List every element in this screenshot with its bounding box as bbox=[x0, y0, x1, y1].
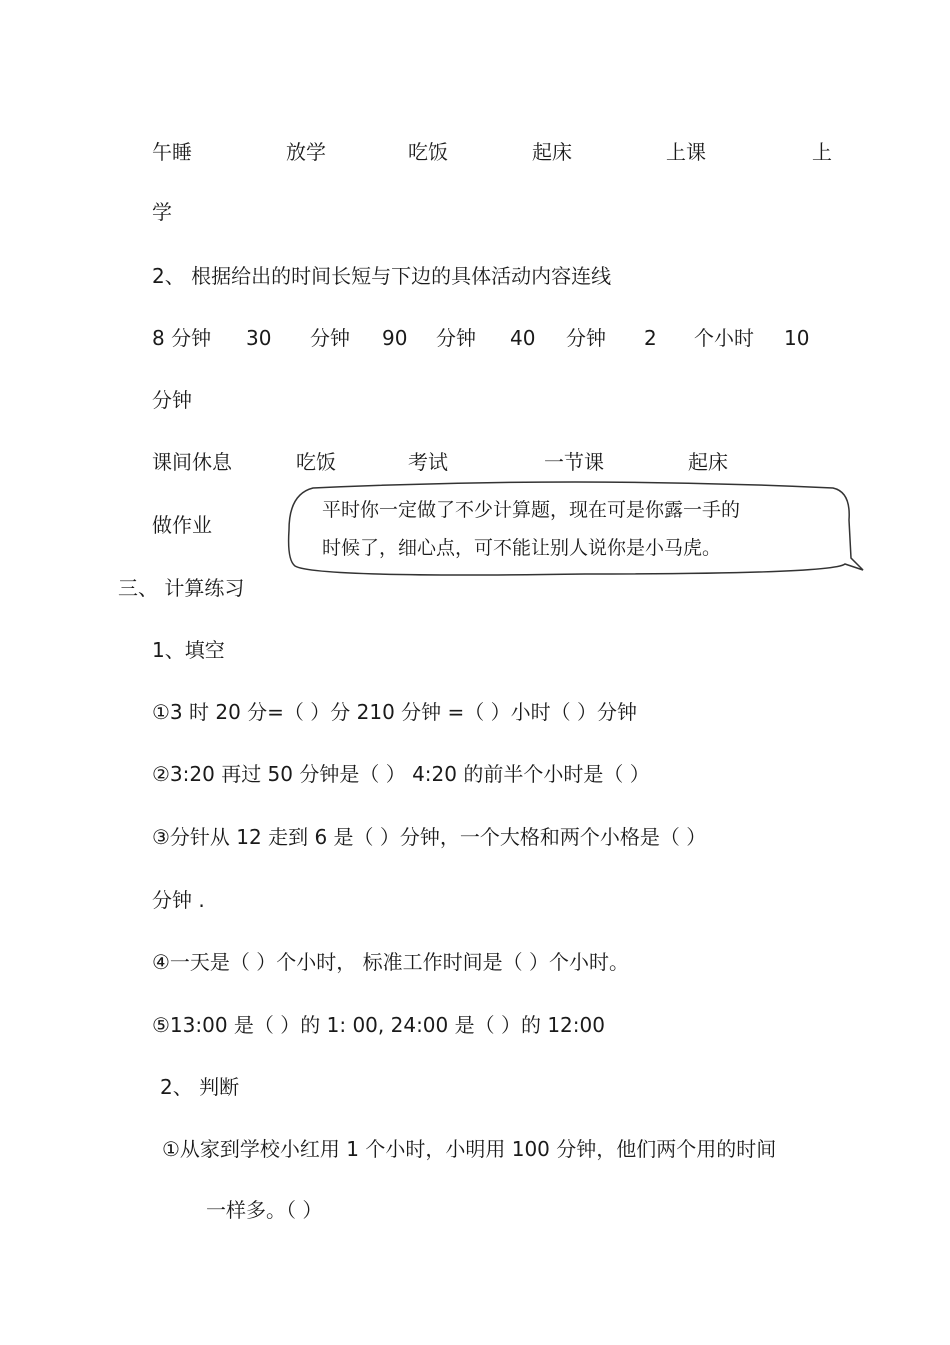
time-90-num: 90 bbox=[382, 326, 408, 350]
judge-item-1: ①从家到学校小红用 1 个小时，小明用 100 分钟，他们两个用的时间 bbox=[162, 1137, 777, 1161]
time-30-unit: 分钟 bbox=[310, 326, 350, 350]
match-get-up: 起床 bbox=[688, 450, 728, 474]
activity-get-up: 起床 bbox=[532, 140, 572, 164]
fill-item-1: ①3 时 20 分=（ ）分 210 分钟 =（ ）小时（ ）分钟 bbox=[152, 700, 638, 724]
fill-item-4: ④一天是（ ）个小时， 标准工作时间是（ ）个小时。 bbox=[152, 950, 630, 974]
match-eat: 吃饭 bbox=[296, 450, 336, 474]
time-10-unit: 分钟 bbox=[152, 388, 192, 412]
time-10-num: 10 bbox=[784, 326, 810, 350]
time-2-unit: 个小时 bbox=[694, 326, 754, 350]
match-one-class: 一节课 bbox=[544, 450, 604, 474]
fill-item-3-cont: 分钟 . bbox=[152, 888, 205, 912]
fill-in-heading: 1、填空 bbox=[152, 638, 225, 662]
question-2-heading: 2、 根据给出的时间长短与下边的具体活动内容连线 bbox=[152, 264, 612, 288]
speech-bubble-outline bbox=[289, 482, 863, 575]
time-90-unit: 分钟 bbox=[436, 326, 476, 350]
activity-eat: 吃饭 bbox=[408, 140, 448, 164]
time-8-min: 8 分钟 bbox=[152, 326, 212, 350]
activity-go-school-part2: 学 bbox=[152, 200, 172, 224]
time-2-num: 2 bbox=[644, 326, 657, 350]
section-3-heading: 三、 计算练习 bbox=[118, 576, 245, 600]
speech-bubble bbox=[285, 480, 865, 580]
match-recess: 课间休息 bbox=[152, 450, 232, 474]
activity-class: 上课 bbox=[666, 140, 706, 164]
fill-item-2: ②3:20 再过 50 分钟是（ ） 4:20 的前半个小时是（ ） bbox=[152, 762, 650, 786]
activity-school-out: 放学 bbox=[286, 140, 326, 164]
time-40-unit: 分钟 bbox=[566, 326, 606, 350]
bubble-line-1: 平时你一定做了不少计算题，现在可是你露一手的 bbox=[322, 499, 741, 521]
activity-nap: 午睡 bbox=[152, 140, 192, 164]
time-30-num: 30 bbox=[246, 326, 272, 350]
fill-item-5: ⑤13:00 是（ ）的 1: 00, 24:00 是（ ）的 12:00 bbox=[152, 1013, 605, 1037]
activity-go-school-part1: 上 bbox=[812, 140, 832, 164]
match-homework: 做作业 bbox=[152, 513, 212, 537]
match-exam: 考试 bbox=[408, 450, 448, 474]
judge-item-1-cont: 一样多。（ ） bbox=[206, 1198, 323, 1222]
time-40-num: 40 bbox=[510, 326, 536, 350]
bubble-line-2: 时候了，细心点，可不能让别人说你是小马虎。 bbox=[322, 537, 722, 559]
judge-heading: 2、 判断 bbox=[160, 1075, 240, 1099]
fill-item-3: ③分针从 12 走到 6 是（ ）分钟，一个大格和两个小格是（ ） bbox=[152, 825, 707, 849]
